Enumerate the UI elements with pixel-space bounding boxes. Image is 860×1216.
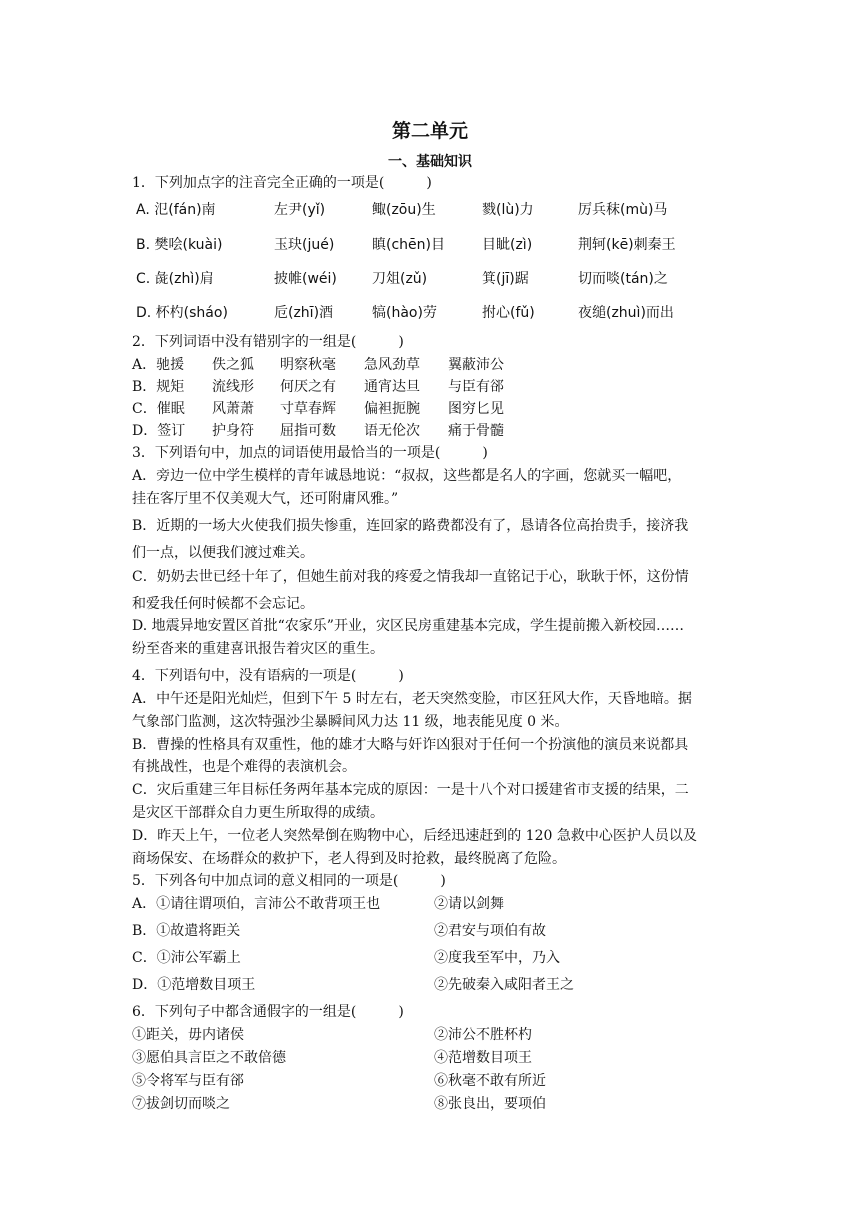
section-heading: 一、基础知识 — [388, 154, 472, 170]
q3-option-b-cont: 们一点，以便我们渡过难关。 — [132, 545, 314, 561]
q3-option-b: B．近期的一场大火使我们损失惨重，连回家的路费都没有了，恳请各位高抬贵手，接济我 — [132, 518, 689, 534]
q2-word: 翼蔽沛公 — [448, 357, 504, 373]
q4-option-b: B．曹操的性格具有双重性，他的雄才大略与奸诈凶狠对于任何一个扮演他的演员来说都具 — [132, 737, 689, 753]
q1-stem: 1．下列加点字的注音完全正确的一项是( ) — [132, 175, 432, 191]
q6-sentence: ⑥秋毫不敢有所近 — [434, 1073, 546, 1089]
q5-sentence: ②请以剑舞 — [434, 896, 504, 912]
q6-sentence: ③愿伯具言臣之不敢倍德 — [132, 1050, 286, 1066]
q2-word: 与臣有郤 — [448, 379, 504, 395]
q4-option-b-cont: 有挑战性，也是个难得的表演机会。 — [132, 759, 356, 775]
q1-option-cell: 犒(hào)劳 — [372, 305, 437, 321]
q6-sentence: ④范增数目项王 — [434, 1050, 532, 1066]
q5-sentence: A．①请往谓项伯，言沛公不敢背项王也 — [132, 896, 381, 912]
q4-option-a-cont: 气象部门监测，这次特强沙尘暴瞬间风力达 11 级，地表能见度 0 米。 — [132, 714, 569, 730]
q3-option-d-cont: 纷至沓来的重建喜讯报告着灾区的重生。 — [132, 641, 384, 657]
q5-sentence: D．①范增数目项王 — [132, 977, 256, 993]
q2-word: 护身符 — [212, 423, 254, 439]
q1-option-cell: 箕(jī)踞 — [482, 271, 529, 287]
q1-option-cell: 披帷(wéi) — [274, 271, 337, 287]
q2-word: 明察秋毫 — [280, 357, 336, 373]
q5-sentence: C．①沛公军霸上 — [132, 950, 241, 966]
q2-word: 何厌之有 — [280, 379, 336, 395]
q6-sentence: ⑤令将军与臣有郤 — [132, 1073, 244, 1089]
q2-word: 图穷匕见 — [448, 401, 504, 417]
page-title: 第二单元 — [391, 120, 468, 142]
q2-word: C．催眠 — [132, 401, 185, 417]
q1-option-cell: 切而啖(tán)之 — [578, 271, 668, 287]
q1-option-cell: 瞋(chēn)目 — [372, 237, 445, 253]
q2-word: 佚之狐 — [212, 357, 254, 373]
q1-option-cell: 戮(lù)力 — [482, 202, 534, 218]
q2-word: 痛于骨髓 — [448, 423, 504, 439]
q2-word: 急风劲草 — [364, 357, 420, 373]
q1-option-cell: 目眦(zì) — [482, 237, 533, 253]
q1-option-cell: D. 杯杓(sháo) — [136, 305, 228, 321]
q5-sentence: ②君安与项伯有故 — [434, 923, 546, 939]
q1-option-cell: 左尹(yǐ) — [274, 202, 326, 218]
q2-option-row — [132, 422, 504, 440]
q3-option-c: C．奶奶去世已经十年了，但她生前对我的疼爱之情我却一直铭记于心，耿耿于怀，这份情 — [132, 569, 689, 585]
q5-stem: 5．下列各句中加点词的意义相同的一项是( ) — [132, 873, 446, 889]
q6-sentence: ①距关，毋内诸侯 — [132, 1027, 244, 1043]
q1-option-cell: 玉玦(jué) — [274, 237, 335, 253]
q1-option-cell: 鲰(zōu)生 — [372, 202, 436, 218]
q3-stem: 3．下列语句中，加点的词语使用最恰当的一项是( ) — [132, 445, 488, 461]
q6-stem: 6．下列句子中都含通假字的一组是( ) — [132, 1004, 404, 1020]
q2-word: 通宵达旦 — [364, 379, 420, 395]
q3-option-a: A．旁边一位中学生模样的青年诚恳地说：“叔叔，这些都是名人的字画，您就买一幅吧， — [132, 468, 682, 484]
q4-option-c-cont: 是灾区干部群众自力更生所取得的成绩。 — [132, 805, 384, 821]
q4-option-d: D．昨天上午，一位老人突然晕倒在购物中心，后经迅速赶到的 120 急救中心医护人员以及 — [132, 828, 697, 844]
q4-option-d-cont: 商场保安、在场群众的救护下，老人得到及时抢救，最终脱离了危险。 — [132, 851, 566, 867]
q1-option-cell: 厉兵秣(mù)马 — [578, 202, 668, 218]
q1-option-cell: A. 氾(fán)南 — [136, 202, 216, 218]
q2-word: 寸草春辉 — [280, 401, 336, 417]
q2-word: 风萧萧 — [212, 401, 254, 417]
q2-stem: 2．下列词语中没有错别字的一组是( ) — [132, 334, 404, 350]
q2-word: 语无伦次 — [364, 423, 420, 439]
q4-option-a: A．中午还是阳光灿烂，但到下午 5 时左右，老天突然变脸，市区狂风大作，天昏地暗。据 — [132, 691, 692, 707]
q1-option-cell: 卮(zhī)酒 — [274, 305, 334, 321]
q3-option-a-cont: 挂在客厅里不仅美观大气，还可附庸风雅。” — [132, 491, 399, 507]
q2-option-row — [132, 378, 504, 396]
q5-sentence: B．①故遣将距关 — [132, 923, 241, 939]
q3-option-d: D. 地震异地安置区首批“农家乐”开业，灾区民房重建基本完成，学生提前搬入新校园…… — [132, 618, 684, 634]
q1-option-cell: 拊心(fǔ) — [482, 305, 535, 321]
q2-option-row — [132, 400, 504, 418]
q5-sentence: ②度我至军中，乃入 — [434, 950, 560, 966]
q2-word: 偏袒扼腕 — [364, 401, 420, 417]
q5-sentence: ②先破秦入咸阳者王之 — [434, 977, 574, 993]
q6-sentence: ⑦拔剑切而啖之 — [132, 1096, 230, 1112]
q6-sentence: ⑧张良出，要项伯 — [434, 1096, 546, 1112]
q1-option-cell: B. 樊哙(kuài) — [136, 237, 223, 253]
q4-stem: 4．下列语句中，没有语病的一项是( ) — [132, 668, 404, 684]
q2-option-row — [132, 356, 504, 374]
q2-word: A．驰援 — [132, 357, 185, 373]
q3-option-c-cont: 和爱我任何时候都不会忘记。 — [132, 596, 314, 612]
q4-option-c: C．灾后重建三年目标任务两年基本完成的原因：一是十八个对口援建省市支援的结果，二 — [132, 782, 689, 798]
q1-option-cell: 荆轲(kē)刺秦王 — [578, 237, 676, 253]
q1-option-cell: C. 彘(zhì)肩 — [136, 271, 214, 287]
q1-option-cell: 夜缒(zhuì)而出 — [578, 305, 674, 321]
q6-sentence: ②沛公不胜杯杓 — [434, 1027, 532, 1043]
q2-word: 屈指可数 — [280, 423, 336, 439]
q2-word: 流线形 — [212, 379, 254, 395]
q2-word: D．签订 — [132, 423, 186, 439]
q2-word: B．规矩 — [132, 379, 185, 395]
q1-option-cell: 刀俎(zǔ) — [372, 271, 428, 287]
